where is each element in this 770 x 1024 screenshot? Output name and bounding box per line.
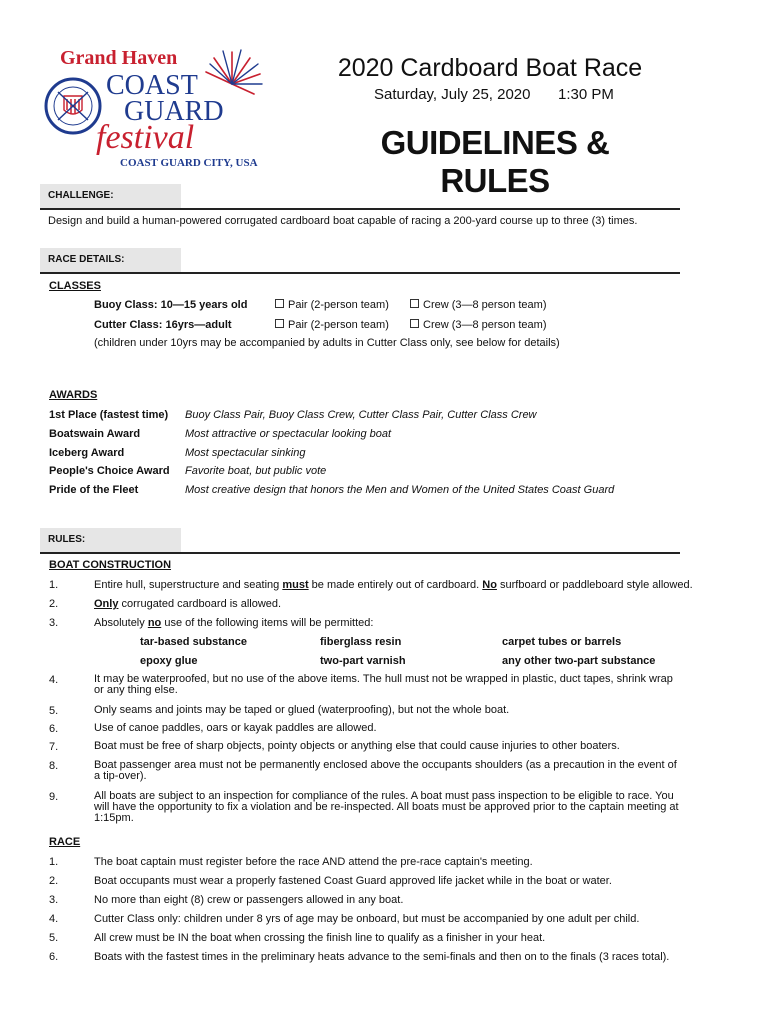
logo-tagline: COAST GUARD CITY, USA [120, 157, 258, 169]
rule-number: 1. [49, 579, 59, 591]
rule-text: Boats with the fastest times in the preliminary heats advance to the semi-finals and then on to the finals (3 races total). [94, 951, 670, 963]
rule-text: Only seams and joints may be taped or glued (waterproofing), but not the whole boat. [94, 704, 510, 716]
rule-text: Boat occupants must wear a properly fastened Coast Guard approved life jacket while in the boat or water. [94, 875, 612, 887]
award-desc: Most spectacular sinking [185, 447, 306, 459]
challenge-text: Design and build a human-powered corrugated cardboard boat capable of racing a 200-yard course up to three (3) times. [48, 215, 638, 227]
rule-text: No more than eight (8) crew or passengers allowed in any boat. [94, 894, 404, 906]
boat-construction-heading: BOAT CONSTRUCTION [49, 559, 172, 571]
rule-number: 6. [49, 951, 59, 963]
race-details-tab: RACE DETAILS: [40, 248, 181, 272]
banned-item: tar-based substance [140, 636, 247, 648]
classes-heading: CLASSES [49, 280, 101, 292]
rules-tab: RULES: [40, 528, 181, 552]
award-name: Boatswain Award [49, 428, 141, 440]
rule-number: 1. [49, 856, 59, 868]
event-date: Saturday, July 25, 2020 [374, 86, 531, 103]
rule-text: Entire hull, superstructure and seating must be made entirely out of cardboard. No surfboard or paddleboard style allowed. [94, 579, 693, 591]
rule-text: It may be waterproofed, but no use of the above items. The hull must not be wrapped in plastic, duct tapes, shrink wrap or any thing else. [94, 673, 673, 696]
rule-number: 5. [49, 705, 59, 717]
rule-text: Boat passenger area must not be permanently enclosed above the occupants shoulders (as a precaution in the event of a tip-over). [94, 759, 677, 782]
option-label: Pair (2-person team) [288, 299, 389, 311]
banned-item: any other two-part substance [502, 655, 656, 667]
option-label: Crew (3—8 person team) [423, 299, 547, 311]
rule-number: 4. [49, 913, 59, 925]
banned-item: two-part varnish [320, 655, 406, 667]
checkbox-icon[interactable] [410, 299, 419, 308]
banned-item: epoxy glue [140, 655, 198, 667]
section-divider [40, 552, 680, 554]
rule-text: Use of canoe paddles, oars or kayak paddles are allowed. [94, 722, 377, 734]
rule-number: 8. [49, 760, 59, 772]
rule-number: 3. [49, 894, 59, 906]
award-desc: Buoy Class Pair, Buoy Class Crew, Cutter Class Pair, Cutter Class Crew [185, 409, 537, 421]
logo-line4: festival [96, 119, 195, 156]
logo-line2: COAST [106, 70, 198, 101]
classes-note: (children under 10yrs may be accompanied by adults in Cutter Class only, see below for details) [94, 337, 560, 349]
rule-text: Cutter Class only: children under 8 yrs of age may be onboard, but must be accompanied by one adult per child. [94, 913, 640, 925]
festival-logo [40, 44, 302, 172]
page-title: 2020 Cardboard Boat Race [337, 54, 643, 82]
checkbox-icon[interactable] [410, 319, 419, 328]
rule-number: 7. [49, 741, 59, 753]
coast-guard-seal-icon [46, 79, 100, 133]
challenge-section-header [40, 184, 680, 210]
rule-text: Absolutely no use of the following items will be permitted: [94, 617, 374, 629]
rule-text: Only corrugated cardboard is allowed. [94, 598, 282, 610]
logo-line1: Grand Haven [60, 47, 178, 69]
class-option-pair[interactable] [275, 298, 389, 312]
race-heading: RACE [49, 836, 81, 848]
challenge-tab: CHALLENGE: [40, 184, 181, 208]
rule-text: Boat must be free of sharp objects, pointy objects or anything else that could cause injuries to other boaters. [94, 740, 620, 752]
banned-item: carpet tubes or barrels [502, 636, 622, 648]
class-option-crew[interactable] [410, 318, 547, 332]
award-name: Iceberg Award [49, 447, 125, 459]
rule-number: 4. [49, 674, 59, 686]
award-name: People's Choice Award [49, 465, 170, 477]
logo-line3: GUARD [124, 96, 224, 127]
class-option-pair[interactable] [275, 318, 389, 332]
award-desc: Most creative design that honors the Men and Women of the United States Coast Guard [185, 484, 615, 496]
rule-number: 3. [49, 617, 59, 629]
rule-text: All boats are subject to an inspection for compliance of the rules. A boat must pass inspection to be eligible to race. You will have the opportunity to fix a violation and be re-inspected. All boats must be approved prior to the captain meeting at 1:15pm. [94, 790, 679, 824]
section-divider [40, 208, 680, 210]
rule-number: 6. [49, 723, 59, 735]
rule-number: 5. [49, 932, 59, 944]
checkbox-icon[interactable] [275, 319, 284, 328]
guidelines-heading: GUIDELINES & RULES [380, 124, 610, 199]
award-desc: Favorite boat, but public vote [185, 465, 327, 477]
award-desc: Most attractive or spectacular looking boat [185, 428, 392, 440]
awards-heading: AWARDS [49, 389, 98, 401]
rule-number: 2. [49, 875, 59, 887]
section-divider [40, 272, 680, 274]
class-option-crew[interactable] [410, 298, 547, 312]
rule-text: The boat captain must register before the race AND attend the pre-race captain's meeting. [94, 856, 533, 868]
fireworks-icon [206, 50, 262, 94]
rule-number: 9. [49, 791, 59, 803]
award-name: 1st Place (fastest time) [49, 409, 169, 421]
rule-number: 2. [49, 598, 59, 610]
option-label: Crew (3—8 person team) [423, 319, 547, 331]
checkbox-icon[interactable] [275, 299, 284, 308]
rules-section-header [40, 528, 680, 554]
banned-item: fiberglass resin [320, 636, 402, 648]
race-details-section-header [40, 248, 680, 274]
class-name: Buoy Class: 10—15 years old [94, 299, 248, 311]
rule-text: All crew must be IN the boat when crossing the finish line to qualify as a finisher in your heat. [94, 932, 546, 944]
award-name: Pride of the Fleet [49, 484, 139, 496]
class-name: Cutter Class: 16yrs—adult [94, 319, 232, 331]
option-label: Pair (2-person team) [288, 319, 389, 331]
event-time: 1:30 PM [558, 86, 614, 103]
